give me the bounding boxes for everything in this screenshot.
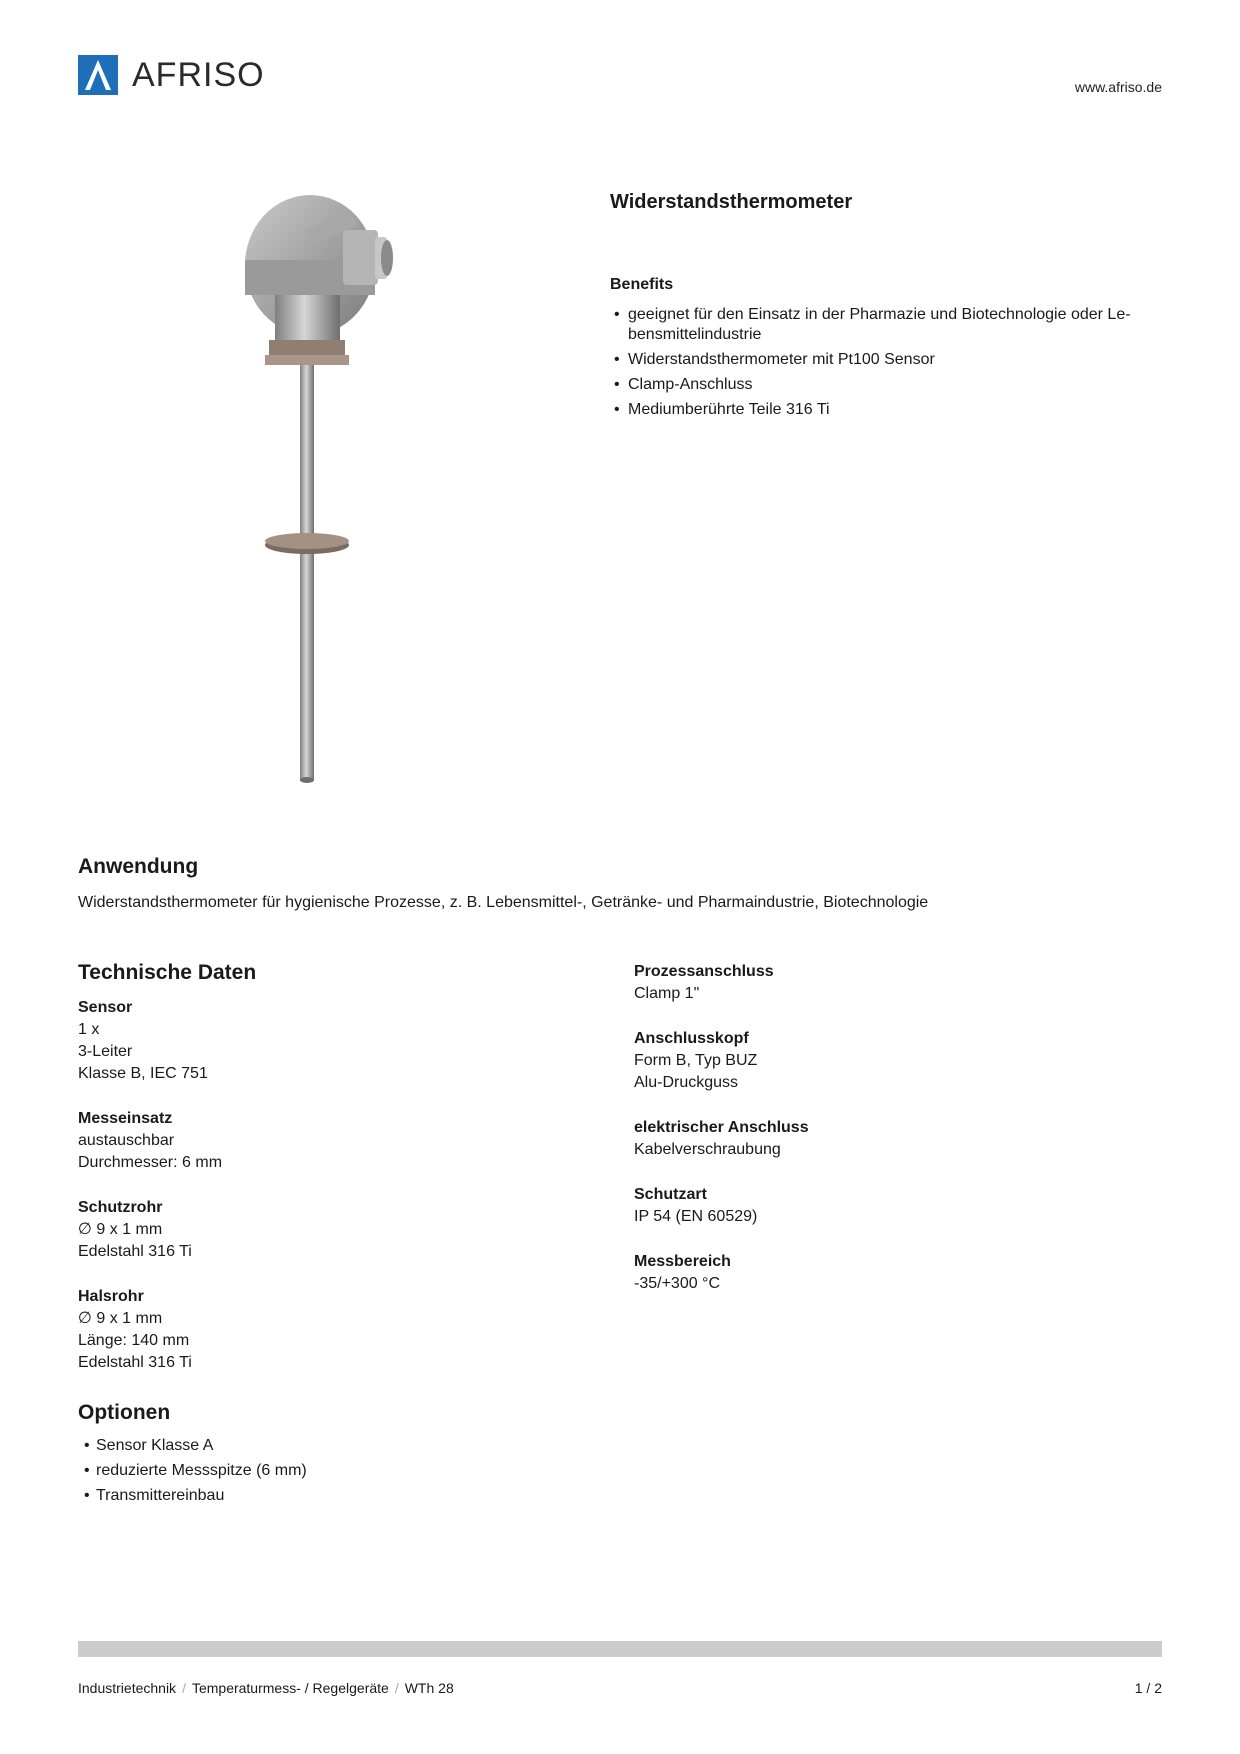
benefits-list	[614, 305, 1174, 425]
thermometer-product-photo	[225, 185, 425, 785]
option-item: • Transmittereinbau	[84, 1486, 307, 1506]
breadcrumb-separator: /	[394, 1680, 399, 1696]
breadcrumb-item[interactable]: Temperaturmess- / Regelgeräte	[191, 1680, 389, 1696]
spec-value: Klasse B, IEC 751	[78, 1065, 208, 1082]
spec-value: Form B, Typ BUZ	[634, 1052, 758, 1069]
spec-anschlusskopf	[634, 1028, 1114, 1094]
spec-value: Alu-Druckguss	[634, 1074, 739, 1091]
spec-prozessanschluss	[634, 961, 1114, 1005]
spec-label: Halsrohr	[78, 1288, 144, 1305]
spec-label: elektrischer Anschluss	[634, 1119, 809, 1136]
spec-messbereich	[634, 1251, 1114, 1295]
spec-label: Sensor	[78, 999, 133, 1016]
option-item: • Sensor Klasse A	[84, 1436, 307, 1456]
spec-schutzrohr	[78, 1197, 558, 1263]
spec-value: Kabelverschraubung	[634, 1141, 781, 1158]
spec-value: Clamp 1"	[634, 985, 700, 1002]
benefit-item: • Mediumberührte Teile 316 Ti	[614, 400, 1174, 420]
website-link[interactable]: www.afriso.de	[1074, 79, 1162, 95]
breadcrumb-item[interactable]: WTh 28	[404, 1680, 454, 1696]
optionen-list	[84, 1436, 307, 1511]
anwendung-text: Widerstandsthermometer für hygienische Prozesse, z. B. Lebensmittel-, Getränke- und Pharmaindustrie, Biotechnologie	[78, 894, 929, 911]
spec-value: austauschbar	[78, 1132, 175, 1149]
spec-value: -35/+300 °C	[634, 1275, 721, 1292]
spec-value: Durchmesser: 6 mm	[78, 1154, 223, 1171]
spec-value: ∅ 9 x 1 mm	[78, 1221, 163, 1238]
spec-value: ∅ 9 x 1 mm	[78, 1310, 163, 1327]
specs-left-column	[78, 997, 558, 1397]
spec-label: Messbereich	[634, 1253, 731, 1270]
breadcrumb-item[interactable]: Industrietechnik	[78, 1680, 177, 1696]
spec-value: 1 x	[78, 1021, 100, 1038]
spec-label: Messeinsatz	[78, 1110, 173, 1127]
spec-halsrohr	[78, 1286, 558, 1374]
technische-daten-heading: Technische Daten	[78, 961, 257, 984]
page-number: 1 / 2	[1134, 1680, 1162, 1696]
spec-label: Schutzrohr	[78, 1199, 163, 1216]
anwendung-heading: Anwendung	[78, 855, 199, 878]
specs-right-column	[634, 961, 1114, 1318]
option-item: • reduzierte Messspitze (6 mm)	[84, 1461, 307, 1481]
spec-value: Länge: 140 mm	[78, 1332, 190, 1349]
spec-messeinsatz	[78, 1108, 558, 1174]
spec-schutzart	[634, 1184, 1114, 1228]
spec-label: Prozessanschluss	[634, 963, 774, 980]
spec-elektrischer-anschluss	[634, 1117, 1114, 1161]
spec-label: Schutzart	[634, 1186, 707, 1203]
logo-text: AFRISO	[132, 56, 265, 94]
product-title: Widerstandsthermometer	[610, 191, 853, 213]
benefit-item: • Widerstandsthermometer mit Pt100 Sensor	[614, 350, 1174, 370]
spec-value: Edelstahl 316 Ti	[78, 1243, 192, 1260]
breadcrumb-separator: /	[182, 1680, 186, 1696]
afriso-logo	[78, 55, 265, 95]
benefit-item: • geeignet für den Einsatz in der Pharmazie und Biotechnologie oder Le-bensmittelindustrie	[614, 305, 1174, 345]
spec-value: Edelstahl 316 Ti	[78, 1354, 192, 1371]
optionen-heading: Optionen	[78, 1401, 171, 1424]
spec-sensor	[78, 997, 558, 1085]
afriso-logo-icon	[78, 55, 118, 95]
benefit-item: • Clamp-Anschluss	[614, 375, 1174, 395]
spec-value: IP 54 (EN 60529)	[634, 1208, 758, 1225]
footer-divider-bar	[78, 1641, 1162, 1657]
breadcrumb	[78, 1680, 454, 1696]
benefits-heading: Benefits	[610, 276, 674, 293]
spec-value: 3-Leiter	[78, 1043, 133, 1060]
spec-label: Anschlusskopf	[634, 1030, 749, 1047]
